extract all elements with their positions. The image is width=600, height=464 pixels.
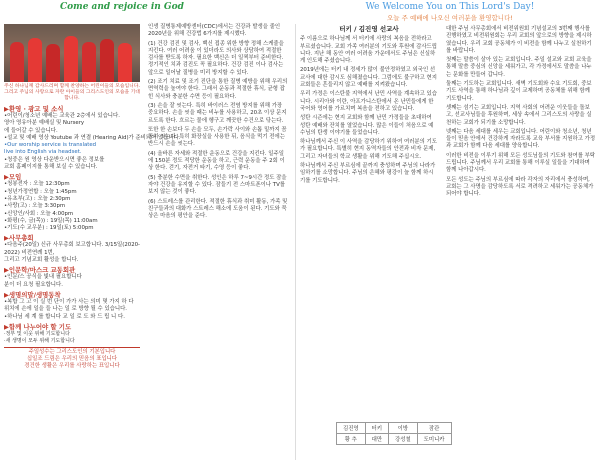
list-item: •설교 및 예배 영상 Youtube 과 연결 (Hearing Aid)가 준비되어 있습니다. bbox=[4, 134, 181, 141]
list-item: 영아 영유아분 예배실 및 Nursery bbox=[4, 120, 85, 127]
list-item: live into English via headset. bbox=[4, 149, 82, 156]
table-cell: 터키 bbox=[365, 423, 388, 434]
letter-paragraph: 성탄 시즌에는 현지 교회와 함께 난민 가정들을 초대하여 성탄 예배와 잔치를 열었습니다. 많은 이들이 처음으로 예수님의 탄생 이야기를 들었습니다. bbox=[300, 115, 434, 136]
list-item: •하나님 세 계 를 합니다 교 일 로 도 와 드 립 니 다. bbox=[4, 313, 125, 320]
lecture-title: ▶인문학/마스크 교동회관 bbox=[4, 266, 76, 275]
prayer-title: ▶함께 나누어야 할 기도 bbox=[4, 322, 72, 331]
article-paragraph: (5) 충분한 수면을 취한다. 성인은 하루 7~9시간 정도 잠을 자야 건강을 유지할 수 있다. 잠들기 전 스마트폰이나 TV를 보지 않는 것이 좋다. bbox=[148, 174, 287, 196]
missionary-letter-title: 터키 / 김진영 선교사 bbox=[339, 25, 399, 33]
family-title: ▶생명의말/생명동착 bbox=[4, 290, 61, 299]
article-paragraph: (4) 올바른 자세와 적절한 운동으로 건강을 지킨다. 일주일에 150분 정도 적당한 운동을 하고, 근력 운동을 주 2회 이상 한다. 걷기, 자전거 타기, 수영 등이 좋다. bbox=[148, 150, 285, 172]
list-item: •신앙인/사회 : 오늘 4:00pm bbox=[4, 210, 74, 217]
family-list bbox=[4, 299, 140, 321]
list-item: ·정부 및 이웃 위해 기도합니다 bbox=[4, 330, 70, 337]
mission-list bbox=[4, 242, 140, 264]
table-cell: 이방 bbox=[389, 423, 418, 434]
announcements-column bbox=[4, 24, 181, 370]
list-item: •사랑(고) : 오늘 3:30pm bbox=[4, 203, 66, 210]
letter-paragraph: 하나님께서 주신 부르심에 끝까지 충성하며 주님의 나라가 임하기를 소망합니다. 주님의 은혜와 평강이 늘 함께 하시기를 기도합니다. bbox=[300, 163, 436, 184]
list-item: •유초부(고) : 오늘 2:30pm bbox=[4, 195, 71, 202]
prayer-list bbox=[4, 331, 140, 346]
table-cell: 김진영 bbox=[337, 423, 366, 434]
table-row bbox=[337, 423, 452, 434]
list-item: •복합 그 고 이 실 번 단이 가가 사는 의미 몇 가지 하 다 위치에 손에 일을 들 나는 일 로 방향 될 수 있습니다. bbox=[4, 298, 134, 313]
vision-paragraph: 넷째는 다음 세대를 세우는 교회입니다. 어린이와 청소년, 청년들이 믿음 안에서 건강하게 자라도록 교육 부서를 지원하고 가정과 교회가 함께 다음 세대를 양육합니다. bbox=[446, 128, 596, 150]
letter-paragraph: 2019년에는 터키 내 정세가 많이 불안정하였고 외국인 선교사에 대한 감시도 심해졌습니다. 그럼에도 불구하고 현지 교회들은 흔들리지 않고 예배를 지켜왔습니다. bbox=[300, 67, 437, 89]
table-cell: 황 추 bbox=[337, 434, 366, 445]
vision-paragraph: 대한 주님 사무총회에서 비전위원회 기념설교의 3번째 행사를 진행하였고 비전위원회는 우리 교회의 앞으로의 방향을 제시하였습니다. 우리 교회 공동체가 이 비전을 함께 나누고 실천하기를 바랍니다. bbox=[446, 26, 592, 54]
right-header bbox=[300, 0, 600, 26]
article-paragraph: (6) 스트레스를 관리한다. 적절한 휴식과 취미 활동, 가족 및 친구들과의 대화가 스트레스 해소에 도움이 된다. 기도와 묵상은 마음의 평안을 준다. bbox=[148, 198, 288, 220]
article-paragraph: (2) 조기 치료 및 조기 진단을 통한 질병 예방을 위해 우리의 면역력을 높여야 한다. 그래서 운동과 적절한 휴식, 균형 잡힌 식사와 충분한 수면 등이 필요하다. bbox=[148, 79, 288, 100]
page-divider bbox=[295, 24, 296, 460]
announcements-title: ▶환영 · 광고 및 소식 bbox=[4, 105, 64, 113]
list-item: •Our worship service is translated bbox=[4, 142, 97, 149]
list-item: ·새 생명이 모두 위해 기도합니다 bbox=[4, 338, 75, 345]
vision-paragraph: 셋째는 섬기는 교회입니다. 지역 사회의 어려운 이웃들을 돌보고, 선교사님들을 후원하며, 세상 속에서 그리스도의 사랑을 실천하는 교회가 되기를 소망합니다. bbox=[446, 104, 592, 126]
list-item: •청중은 원 영상 다운받으시면 좋은 정보를 bbox=[4, 156, 105, 163]
health-article-column bbox=[148, 24, 288, 222]
table-row bbox=[337, 434, 452, 445]
letter-paragraph: 주 이름으로 하나님께 서 터키에 사랑의 복음을 전하라고 부르셨습니다. 교회 가족 여러분의 기도와 후원에 감사드립니다. 지난 해 동안 여러 어려움 가운데서도 주님은 신실하게 인도해 주셨습니다. bbox=[300, 36, 437, 65]
letter-paragraph: 우리 가정은 이스탄불 지역에서 난민 사역을 계속하고 있습니다. 시리아와 이란, 아프가니스탄에서 온 난민들에게 한국어와 영어를 가르치며 복음을 전하고 있습니다. bbox=[300, 91, 437, 112]
list-item: •청년가정연합 : 오늘 1:45pm bbox=[4, 188, 77, 195]
motto-box bbox=[4, 347, 140, 370]
motto-line: 주일성수는 그리스도인의 기본입니다 bbox=[28, 349, 116, 356]
missionary-table bbox=[336, 422, 452, 445]
motto-line: 경건한 생활은 우리를 사랑하는 표입니다 bbox=[24, 363, 120, 370]
vision-paragraph: 둘째는 기도하는 교회입니다. 새벽 기도회와 수요 기도회, 중보 기도 사역을 통해 하나님과 깊이 교제하며 공동체를 위해 함께 기도합니다. bbox=[446, 81, 592, 102]
announcements-list bbox=[4, 113, 181, 171]
article-paragraph: (1) 건강 검진 및 검사, 백신 접종 위한 방향 정해 스케줄을 지킨다. 여러 어려움 이 있더라도 의사와 상담하여 적절한 검사를 받도록 하자. 필요한 백신은 더 일찍부터 준비한다. 정기적인 치과 검진도 꼭 필요하다. 건강 검진 이나 검사는 앞으로 일어날 질병을 미리 방지할 수 있다. bbox=[148, 40, 284, 76]
table-cell: 도미니카 bbox=[417, 434, 451, 445]
vision-column bbox=[446, 26, 596, 201]
vision-paragraph: 모든 성도는 주님의 부르심에 따라 각자의 자리에서 충성하며, 교회는 그 사명을 감당하도록 서로 격려하고 세워가는 공동체가 되어야 합니다. bbox=[446, 176, 594, 198]
left-header bbox=[0, 0, 300, 18]
left-header-title: Come and rejoice in God bbox=[60, 2, 184, 12]
list-item: 교회 홈페이지를 통해 보실 수 있습니다. bbox=[4, 164, 98, 171]
worship-list bbox=[4, 181, 140, 232]
article-paragraph: 인생 질병통제예방센터(CDC)에서는 건강과 발생을 줄인 2020년을 위해 건강법 6가지를 제시했다. bbox=[148, 24, 281, 38]
children-choir-photo bbox=[4, 24, 140, 82]
article-paragraph: 또한 한 손보다 두 손을 모두, 손가락 사이와 손톱 밑까지 꼼꼼히 씻는다. 특히 화장실을 사용한 뒤, 음식을 먹기 전에는 반드시 손을 씻는다. bbox=[148, 126, 287, 148]
worship-title: ▶모임 bbox=[4, 173, 22, 182]
list-item: •어린이/청소년 예배는 교육관 2층에서 있습니다. bbox=[4, 113, 120, 119]
list-item: •청봉전자 : 오늘 12:30pm bbox=[4, 181, 70, 188]
list-item: 그리고 기념교회 활성을 합니다. bbox=[4, 257, 79, 264]
vision-paragraph: 이러한 비전을 이루기 위해 모든 성도님들의 기도와 참여를 부탁드립니다. 주님께서 우리 교회를 통해 이루실 일들을 기대하며 함께 나아갑시다. bbox=[446, 152, 596, 174]
list-item: •다음주(20일) 신규 사무총회 보고합니다. 3/15일(2020-2022) 비전연례 1번, bbox=[4, 242, 141, 256]
right-header-title-ko: 오늘 주 예배에 나오신 여러분을 환영합니다! bbox=[387, 14, 513, 22]
motto-line: 십일조 드림은 우리의 믿음의 표입니다 bbox=[26, 356, 118, 363]
lecture-list bbox=[4, 274, 140, 289]
letter-paragraph: 하나님께서 주신 이 사역을 감당하기 위하여 여러분의 기도가 필요합니다. 특별히 현지 동역자들의 안전과 비자 문제, 그리고 자녀들의 학교 생활을 위해 기도해 주십시오. bbox=[300, 139, 437, 160]
missionary-letter-column bbox=[300, 26, 438, 187]
mission-title: ▶사무총회 bbox=[4, 234, 34, 243]
list-item: •인문/스 공식을 빛내 필요합니다 bbox=[4, 274, 82, 281]
article-paragraph: (3) 손을 잘 씻는다. 특히 바이러스 전염 방지를 위해 가장 중요하다. 손을 씻을 때는 비누를 사용하고, 20초 이상 문지르도록 한다. 흐르는 물에 헹구고 깨끗한 수건으로 닦는다. bbox=[148, 102, 287, 124]
list-item: 에 들어갈 수 있습니다. bbox=[4, 127, 58, 134]
photo-caption: 주신 하나님께 감사드리며 함께 찬양하는 어린이들의 모습입니다. 그리고 주님의 사랑으로 자란 아이들의 그리스도인의 모습을 기대합니다. bbox=[4, 84, 140, 101]
list-item: 분이 더 요청 필요합니다. bbox=[4, 281, 63, 288]
table-cell: 잠관 bbox=[417, 423, 451, 434]
vision-paragraph: 첫째는 말씀이 살아 있는 교회입니다. 주일 설교와 교회 교육을 통해 말씀 중심의 신앙을 세워가고, 각 가정에서도 말씀을 나누는 문화를 만들어 갑니다. bbox=[446, 57, 592, 78]
table-cell: 강성철 bbox=[389, 434, 418, 445]
list-item: •기도(수 교우분) : 19일(토) 5:00pm bbox=[4, 225, 94, 232]
list-item: •화평(수, 금(목)) : 19일(목) 11:00am bbox=[4, 217, 98, 224]
table-cell: 대만 bbox=[365, 434, 388, 445]
right-header-title-en: We Welcome You on This Lord's Day! bbox=[365, 2, 535, 12]
